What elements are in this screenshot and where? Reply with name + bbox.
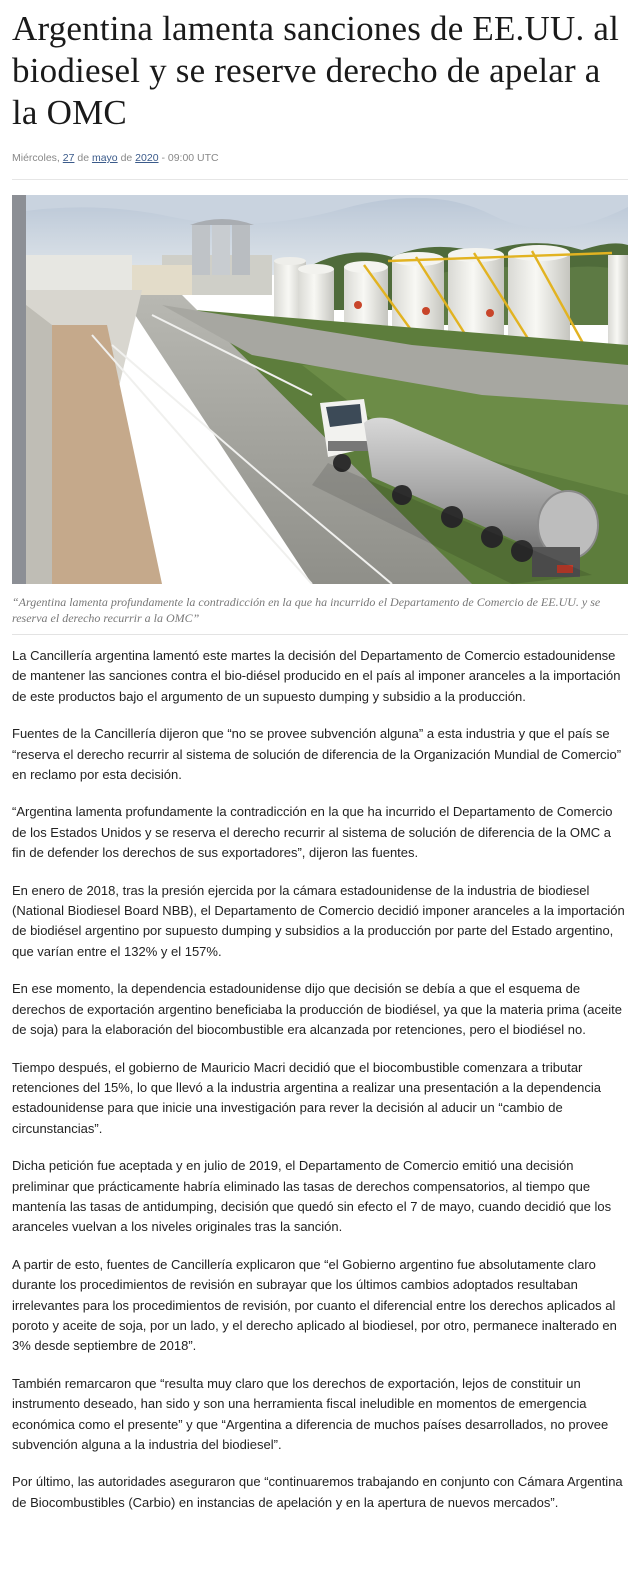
date-day-link[interactable]: 27: [62, 152, 75, 164]
date-month-link[interactable]: mayo: [91, 152, 118, 164]
article-dateline: [12, 152, 628, 166]
article-photo: [12, 195, 628, 584]
dateline-divider: [12, 179, 628, 180]
photo-caption: “Argentina lamenta profundamente la contradicción en la que ha incurrido el Departamento de Comercio de EE.UU. y se reserva el derecho recurrir a la OMC”: [12, 595, 601, 625]
article: [0, 8, 640, 1513]
article-paragraph: “Argentina lamenta profundamente la contradicción en la que ha incurrido el Departamento de Comercio de los Estados Unidos y se reserva el derecho recurrir al sistema de solución de diferencia de la OMC a fin de defender los derechos de sus exportadores”, dijeron las fuentes.: [12, 804, 613, 861]
article-paragraph: Dicha petición fue aceptada y en julio de 2019, el Departamento de Comercio emitió una decisión preliminar que prácticamente habría eliminado las tasas de derechos compensatorios, al tiempo que mantenía las tasas de antidumping, decisión que quedó sin efecto el 7 de mayo, cuando decidió que los aranceles vuelvan a los niveles originales tras la sanción.: [12, 1158, 612, 1235]
article-body: [12, 646, 628, 1513]
article-paragraph: Fuentes de la Cancillería dijeron que “no se provee subvención alguna” a esta industria y que el país se “reserva el derecho recurrir al sistema de solución de diferencia de la Organización Mundial de Comercio” en reclamo por esta decisión.: [12, 726, 622, 783]
article-title: Argentina lamenta sanciones de EE.UU. al biodiesel y se reserve derecho de apelar a la OMC: [12, 9, 620, 132]
date-separator: de: [117, 152, 136, 164]
date-year-link[interactable]: 2020: [135, 152, 159, 164]
date-separator: de: [74, 152, 92, 164]
article-paragraph: Tiempo después, el gobierno de Mauricio Macri decidió que el biocombustible comenzara a tributar retenciones del 15%, lo que llevó a la industria argentina a realizar una presentación a la dependencia estadounidense para que inicie una investigación para rever la decisión al aducir un “cambio de circunstancias”.: [12, 1059, 602, 1136]
article-paragraph: En ese momento, la dependencia estadounidense dijo que decisión se debía a que el esquema de derechos de exportación argentino beneficiaba la producción de biodiésel, ya que la materia prima (aceite de soja) para la elaboración del biocombustible era alcanzada por retenciones, pero el biodiésel no.: [12, 981, 622, 1038]
date-weekday: Miércoles,: [12, 152, 63, 164]
article-paragraph: También remarcaron que “resulta muy claro que los derechos de exportación, lejos de constituir un instrumento deseado, han sido y son una herramienta fiscal ineludible en momentos de emergencia económica como el presente” y que “Argentina a diferencia de muchos países desarrollados, no provee subvención alguna a la industria del biodiesel”.: [12, 1375, 609, 1452]
article-paragraph: Por último, las autoridades aseguraron que “continuaremos trabajando en conjunto con Cámara Argentina de Biocombustibles (Carbio) en instancias de apelación y en la apertura de nuevos mercados”.: [12, 1474, 623, 1510]
article-paragraph: En enero de 2018, tras la presión ejercida por la cámara estadounidense de la industria de biodiesel (National Biodiesel Board NBB), el Departamento de Comercio decidió imponer aranceles a la importación de biodiésel argentino por supuesto dumping y subsidios a la producción por parte del Estado argentino, que varían entre el 132% y el 157%.: [12, 882, 625, 959]
article-paragraph: La Cancillería argentina lamentó este martes la decisión del Departamento de Comercio estadounidense de mantener las sanciones contra el bio-diésel producido en el país al imponer aranceles a la importación de este productos bajo el argumento de un supuesto dumping y subsidio a la producción.: [12, 648, 621, 704]
date-time: - 09:00 UTC: [158, 152, 219, 164]
article-paragraph: A partir de esto, fuentes de Cancillería explicaron que “el Gobierno argentino fue absolutamente claro durante los procedimientos de revisión en subrayar que los últimos cambios adoptados resultaban irrelevantes para los procedimientos de revisión, por cuanto el diferencial entre los derechos aplicados al poroto y aceite de soja, por un lado, y el derecho aplicado al biodiesel, por otro, permanece inalterado en 3% desde septiembre de 2018”.: [12, 1256, 617, 1354]
caption-divider: [12, 634, 628, 635]
